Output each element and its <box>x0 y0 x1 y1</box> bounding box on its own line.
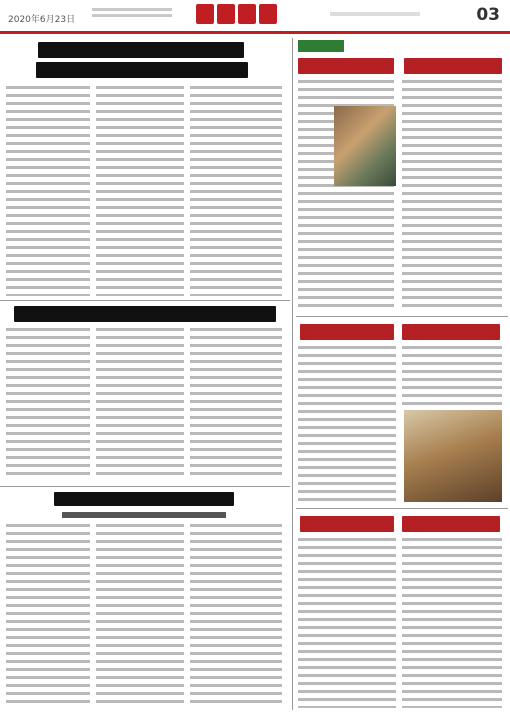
feature-5-body <box>298 538 396 708</box>
feature-headline-3 <box>300 324 394 340</box>
page-number: 03 <box>476 5 500 25</box>
feature-headline-4 <box>402 324 500 340</box>
study-body-2 <box>96 524 184 706</box>
feature-1-photo <box>334 106 396 186</box>
lead-story <box>0 38 288 298</box>
feature-section-tag <box>298 40 344 52</box>
feature-headline-2 <box>404 58 502 74</box>
feature-headline-5 <box>300 516 394 532</box>
safety-headline <box>14 306 276 322</box>
feature-2-body <box>402 80 502 312</box>
feature-headline-6 <box>402 516 500 532</box>
lead-body-right <box>190 86 282 296</box>
safety-body-2 <box>96 328 184 478</box>
lead-body-left <box>6 86 90 296</box>
right-divider-1 <box>296 316 508 317</box>
right-divider-2 <box>296 508 508 509</box>
lead-headline-line-1 <box>38 42 244 58</box>
feature-6-body <box>402 538 502 708</box>
study-subheadline <box>62 512 226 518</box>
section-divider-1 <box>0 300 290 301</box>
safety-story <box>0 304 288 484</box>
study-body-3 <box>190 524 282 706</box>
masthead-logo <box>196 4 316 26</box>
lead-body-mid <box>96 86 184 296</box>
study-story <box>0 490 288 710</box>
issue-date: 2020年6月23日 <box>8 15 76 25</box>
header-rule <box>0 31 510 34</box>
feature-3-body <box>298 346 396 502</box>
safety-body-3 <box>190 328 282 478</box>
page-header <box>0 0 510 34</box>
study-headline <box>54 492 234 506</box>
study-body-1 <box>6 524 90 706</box>
column-divider <box>292 38 293 710</box>
contact-email <box>330 12 420 16</box>
feature-4-body-top <box>402 346 502 406</box>
safety-body-1 <box>6 328 90 478</box>
editor-credits <box>92 5 172 23</box>
section-divider-2 <box>0 486 290 487</box>
feature-headline-1 <box>298 58 394 74</box>
lead-headline-line-2 <box>36 62 248 78</box>
feature-4-photo <box>404 410 502 502</box>
